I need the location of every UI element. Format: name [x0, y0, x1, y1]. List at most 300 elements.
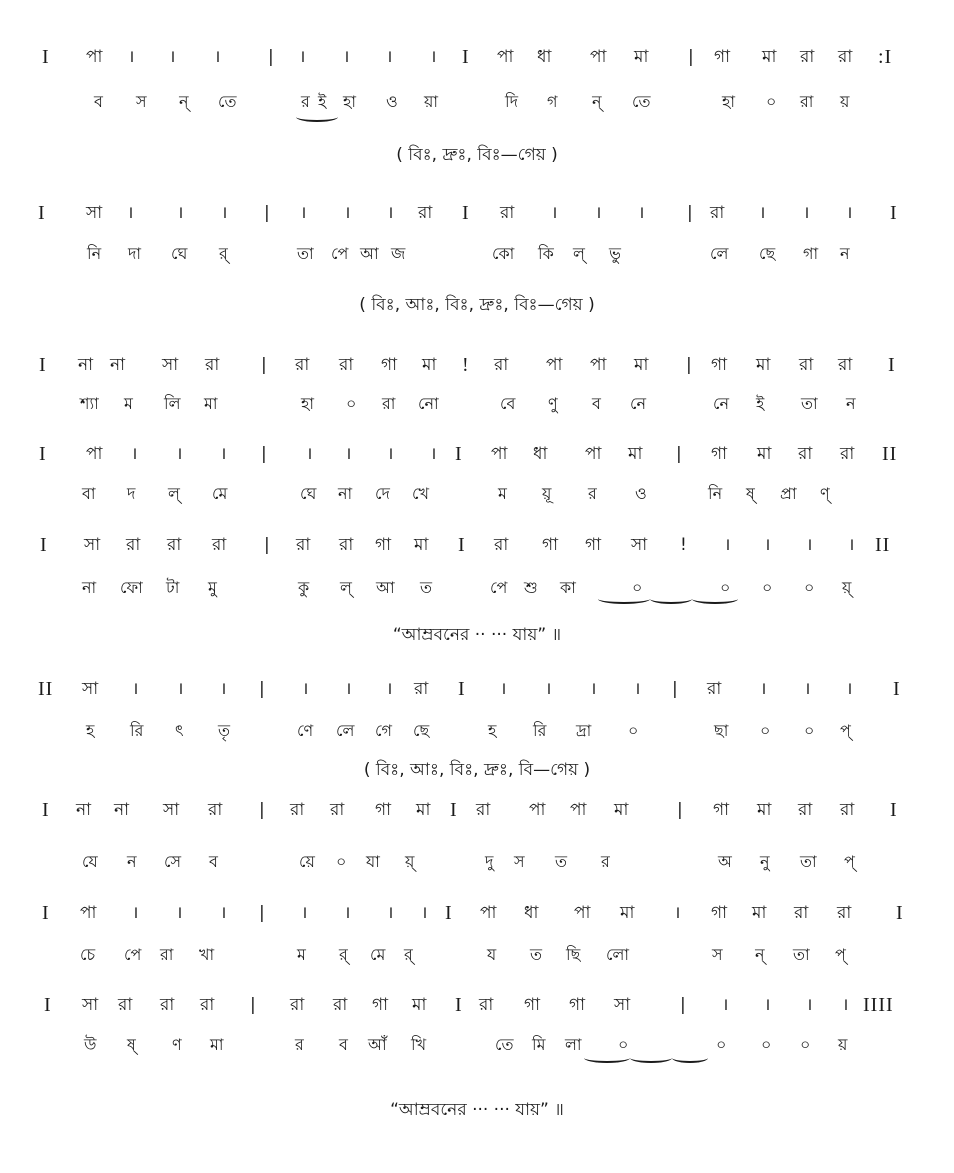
swara-note: পা: [590, 355, 607, 375]
lyric-syllable: মি: [532, 1035, 546, 1054]
hold-mark: ।: [127, 203, 134, 223]
swara-note: পা: [86, 444, 103, 464]
swara-note: রা: [840, 800, 855, 820]
bar-divider: |: [688, 47, 694, 67]
repeat-instruction: ( বিঃ, আঃ, বিঃ, দ্রুঃ, বি—গেয় ): [363, 760, 591, 780]
bar-marker: I: [458, 678, 466, 700]
lyric-syllable: পে: [331, 244, 349, 263]
lyric-syllable: পে: [124, 945, 142, 964]
lyric-syllable: প্রা: [780, 484, 797, 503]
bar-marker: IIII: [863, 994, 894, 1016]
lyric-row: [0, 384, 954, 424]
lyric-syllable: র্: [404, 945, 413, 964]
swara-note: পা: [86, 47, 103, 67]
hold-mark: ।: [176, 444, 183, 464]
lyric-syllable: ০: [762, 578, 773, 597]
lyric-syllable: মে: [370, 945, 386, 964]
lyric-syllable: তে: [495, 1035, 514, 1054]
swara-note: রা: [798, 800, 813, 820]
slur-mark: [584, 1053, 630, 1063]
swara-note: গা: [711, 355, 728, 375]
bar-marker: II: [875, 534, 891, 556]
hold-mark: ।: [221, 203, 228, 223]
bar-marker: I: [44, 994, 52, 1016]
hold-mark: ।: [132, 903, 139, 923]
hold-mark: ।: [421, 903, 428, 923]
lyric-syllable: ই: [756, 394, 765, 413]
bar-marker: I: [39, 354, 47, 376]
lyric-row: [0, 568, 954, 608]
swara-note: সা: [84, 535, 101, 555]
repeat-instruction: ( বিঃ, দ্রুঃ, বিঃ—গেয় ): [396, 145, 558, 165]
swara-note: গা: [542, 535, 559, 555]
hold-mark: ।: [387, 903, 394, 923]
bar-divider: |: [261, 355, 267, 375]
lyric-syllable: ০: [761, 1035, 772, 1054]
lyric-syllable: তে: [632, 92, 651, 111]
lyric-syllable: ন: [840, 244, 850, 263]
bar-divider: |: [677, 800, 683, 820]
lyric-syllable: সে: [164, 852, 182, 871]
lyric-syllable: না: [82, 578, 97, 597]
hold-mark: ।: [345, 679, 352, 699]
swara-note: মা: [634, 355, 649, 375]
hold-mark: ।: [764, 995, 771, 1015]
hold-mark: ।: [220, 444, 227, 464]
lyric-syllable: গে: [375, 721, 392, 740]
lyric-row: [0, 82, 954, 122]
hold-mark: ।: [804, 679, 811, 699]
slur-mark: [630, 1053, 672, 1063]
swara-note: রা: [710, 203, 725, 223]
swara-note: পা: [80, 903, 97, 923]
hold-mark: ।: [430, 47, 437, 67]
hold-mark: ।: [759, 203, 766, 223]
lyric-syllable: আঁ: [368, 1035, 387, 1054]
lyric-syllable: ষ্: [746, 484, 755, 503]
lyric-syllable: ই: [318, 92, 327, 111]
lyric-syllable: তা: [800, 852, 817, 871]
notation-row: [0, 790, 954, 830]
lyric-syllable: ০: [346, 394, 357, 413]
lyric-syllable: ষ্: [127, 1035, 136, 1054]
bar-divider: |: [259, 903, 265, 923]
notation-row: [0, 345, 954, 385]
swara-note: পা: [585, 444, 602, 464]
swara-note: সা: [82, 679, 99, 699]
hold-mark: ।: [128, 47, 135, 67]
hold-mark: ।: [803, 203, 810, 223]
lyric-syllable: ০: [720, 578, 731, 597]
lyric-syllable: স: [514, 852, 525, 871]
lyric-syllable: ও: [386, 92, 398, 111]
lyric-syllable: ত: [420, 578, 433, 597]
swara-note: মা: [757, 800, 772, 820]
swara-note: রা: [837, 903, 852, 923]
lyric-syllable: খে: [412, 484, 429, 503]
hold-mark: ।: [302, 679, 309, 699]
hold-mark: ।: [177, 679, 184, 699]
swara-note: না: [110, 355, 126, 375]
swara-note: রা: [799, 355, 814, 375]
lyric-syllable: ব: [339, 1035, 348, 1054]
swara-note: রা: [167, 535, 182, 555]
swara-note: মা: [614, 800, 629, 820]
bar-marker: I: [458, 534, 466, 556]
slur-mark: [598, 594, 650, 604]
swara-note: গা: [375, 535, 392, 555]
bar-marker: I: [455, 443, 463, 465]
hold-mark: ।: [430, 444, 437, 464]
swara-note: মা: [634, 47, 649, 67]
hold-mark: ।: [848, 535, 855, 555]
swara-note: রা: [330, 800, 345, 820]
hold-mark: ।: [343, 47, 350, 67]
bar-marker: :I: [878, 46, 893, 68]
swara-note: না: [114, 800, 130, 820]
refrain-cue: “আম্রবনের ·· ··· যায়” ॥: [392, 625, 562, 645]
lyric-row: [0, 1025, 954, 1065]
lyric-syllable: প্: [840, 721, 851, 740]
refrain-cue: “আম্রবনের ··· ··· যায়” ॥: [390, 1100, 564, 1120]
lyric-syllable: গা: [803, 244, 819, 263]
lyric-syllable: কা: [560, 578, 576, 597]
hold-mark: ।: [638, 203, 645, 223]
slur-mark: [672, 1053, 708, 1063]
swara-note: রা: [205, 355, 220, 375]
hold-mark: ।: [590, 679, 597, 699]
bar-divider: |: [261, 444, 267, 464]
swara-note: ধা: [524, 903, 539, 923]
notation-row: [0, 37, 954, 77]
lyric-row: [0, 234, 954, 274]
swara-note: রা: [339, 355, 354, 375]
lyric-syllable: চে: [80, 945, 96, 964]
lyric-syllable: র: [301, 92, 310, 111]
lyric-syllable: ন: [127, 852, 137, 871]
bar-marker: I: [890, 202, 898, 224]
swara-note: রা: [200, 995, 215, 1015]
hold-mark: ।: [386, 47, 393, 67]
hold-mark: ।: [131, 444, 138, 464]
lyric-row: [0, 711, 954, 751]
bar-marker: I: [896, 902, 904, 924]
lyric-syllable: রা: [382, 394, 396, 413]
repeat-instruction: ( বিঃ, আঃ, বিঃ, দ্রুঃ, বিঃ—গেয় ): [359, 295, 595, 315]
hold-mark: ।: [176, 903, 183, 923]
lyric-syllable: ব: [209, 852, 218, 871]
bar-divider: |: [680, 995, 686, 1015]
lyric-syllable: য়ূ: [542, 484, 552, 503]
lyric-syllable: গ: [547, 92, 558, 111]
hold-mark: ।: [595, 203, 602, 223]
lyric-syllable: কি: [538, 244, 554, 263]
lyric-syllable: ব: [592, 394, 601, 413]
lyric-syllable: স: [136, 92, 147, 111]
lyric-syllable: ফো: [120, 578, 143, 597]
bar-marker: I: [462, 202, 470, 224]
lyric-syllable: ০: [336, 852, 347, 871]
bar-divider: !: [680, 535, 687, 555]
slur-mark: [692, 594, 738, 604]
slur-mark: [650, 594, 692, 604]
bar-marker: I: [893, 678, 901, 700]
swara-note: গা: [714, 47, 731, 67]
lyric-syllable: তে: [218, 92, 237, 111]
bar-divider: |: [264, 535, 270, 555]
lyric-syllable: খা: [199, 945, 215, 964]
lyric-syllable: ছে: [413, 721, 430, 740]
hold-mark: ।: [724, 535, 731, 555]
bar-marker: I: [445, 902, 453, 924]
lyric-syllable: ০: [804, 721, 815, 740]
swara-note: রা: [290, 995, 305, 1015]
bar-divider: |: [250, 995, 256, 1015]
hold-mark: ।: [387, 444, 394, 464]
lyric-syllable: ০: [716, 1035, 727, 1054]
lyric-syllable: নে: [630, 394, 647, 413]
lyric-syllable: হ: [86, 721, 95, 740]
hold-mark: ।: [846, 679, 853, 699]
hold-mark: ।: [842, 995, 849, 1015]
swara-note: রা: [160, 995, 175, 1015]
lyric-syllable: র্: [339, 945, 348, 964]
swara-note: রা: [418, 203, 433, 223]
lyric-syllable: কো: [492, 244, 515, 263]
notation-row: [0, 193, 954, 233]
swara-note: রা: [494, 355, 509, 375]
hold-mark: ।: [214, 47, 221, 67]
bar-divider: |: [264, 203, 270, 223]
swara-note: রা: [798, 444, 813, 464]
bar-marker: I: [42, 46, 50, 68]
swara-note: মা: [412, 995, 427, 1015]
hold-mark: ।: [764, 535, 771, 555]
lyric-syllable: দ্রা: [576, 721, 592, 740]
hold-mark: ।: [306, 444, 313, 464]
swara-note: রা: [126, 535, 141, 555]
lyric-syllable: ০: [760, 721, 771, 740]
lyric-syllable: নি: [708, 484, 723, 503]
swara-note: পা: [480, 903, 497, 923]
lyric-syllable: আ: [376, 578, 395, 597]
lyric-syllable: ণ: [172, 1035, 182, 1054]
swara-note: মা: [416, 800, 431, 820]
swara-note: পা: [497, 47, 514, 67]
swara-note: গা: [711, 903, 728, 923]
lyric-syllable: লে: [336, 721, 355, 740]
swara-note: রা: [333, 995, 348, 1015]
swara-note: রা: [290, 800, 305, 820]
swara-note: ধা: [533, 444, 548, 464]
hold-mark: ।: [220, 679, 227, 699]
lyric-syllable: য়্: [405, 852, 415, 871]
swara-note: গা: [585, 535, 602, 555]
bar-divider: |: [268, 47, 274, 67]
bar-marker: !: [462, 354, 470, 376]
lyric-syllable: নো: [418, 394, 439, 413]
lyric-syllable: হ: [488, 721, 497, 740]
notation-row: [0, 434, 954, 474]
swara-note: সা: [82, 995, 99, 1015]
swara-note: ধা: [537, 47, 552, 67]
lyric-syllable: যে: [82, 852, 98, 871]
lyric-syllable: ন্: [592, 92, 602, 111]
swara-note: রা: [212, 535, 227, 555]
lyric-syllable: ৎ: [175, 721, 184, 740]
swara-note: গা: [713, 800, 730, 820]
lyric-syllable: ণে: [297, 721, 314, 740]
lyric-syllable: তৃ: [218, 721, 231, 740]
bar-marker: I: [42, 799, 50, 821]
lyric-syllable: ০: [804, 578, 815, 597]
bar-marker: I: [39, 443, 47, 465]
swara-note: রা: [840, 444, 855, 464]
hold-mark: ।: [132, 679, 139, 699]
hold-mark: ।: [299, 47, 306, 67]
hold-mark: ।: [500, 679, 507, 699]
lyric-syllable: কু: [298, 578, 310, 597]
swara-note: সা: [631, 535, 648, 555]
lyric-syllable: নি: [87, 244, 102, 263]
hold-mark: ।: [177, 203, 184, 223]
swara-note: গা: [569, 995, 586, 1015]
slur-mark: [296, 112, 338, 122]
hold-mark: ।: [760, 679, 767, 699]
lyric-syllable: ল্: [573, 244, 585, 263]
swara-note: রা: [339, 535, 354, 555]
lyric-syllable: ণু: [548, 394, 558, 413]
hold-mark: ।: [722, 995, 729, 1015]
swara-note: রা: [800, 47, 815, 67]
swara-note: মা: [628, 444, 643, 464]
hold-mark: ।: [169, 47, 176, 67]
lyric-syllable: ০: [632, 578, 643, 597]
lyric-syllable: নু: [760, 852, 770, 871]
lyric-syllable: র: [295, 1035, 304, 1054]
bar-divider: |: [259, 800, 265, 820]
bar-marker: I: [42, 902, 50, 924]
lyric-syllable: লে: [710, 244, 729, 263]
bar-marker: I: [38, 202, 46, 224]
swara-note: রা: [208, 800, 223, 820]
bar-divider: |: [259, 679, 265, 699]
bar-marker: I: [450, 799, 458, 821]
lyric-syllable: প্: [844, 852, 855, 871]
lyric-syllable: ব: [94, 92, 103, 111]
lyric-syllable: উ: [84, 1035, 97, 1054]
lyric-syllable: শ্যা: [80, 394, 99, 413]
lyric-syllable: র: [601, 852, 610, 871]
lyric-row: [0, 474, 954, 514]
swara-note: রা: [838, 47, 853, 67]
bar-marker: I: [888, 354, 896, 376]
swara-note: পা: [574, 903, 591, 923]
swara-note: রা: [414, 679, 429, 699]
lyric-syllable: অ: [718, 852, 732, 871]
lyric-syllable: খি: [411, 1035, 427, 1054]
swara-note: রা: [794, 903, 809, 923]
lyric-syllable: রা: [160, 945, 174, 964]
lyric-syllable: ল্: [340, 578, 352, 597]
swara-note: রা: [500, 203, 515, 223]
swara-note: রা: [838, 355, 853, 375]
hold-mark: ।: [301, 903, 308, 923]
lyric-syllable: য়: [838, 1035, 848, 1054]
lyric-syllable: বে: [500, 394, 516, 413]
bar-marker: I: [462, 46, 470, 68]
swara-note: পা: [590, 47, 607, 67]
lyric-syllable: ভু: [609, 244, 621, 263]
swara-note: সা: [163, 800, 180, 820]
lyric-syllable: হা: [722, 92, 736, 111]
swara-note: মা: [752, 903, 767, 923]
lyric-syllable: আ: [360, 244, 379, 263]
bar-marker: II: [882, 443, 898, 465]
lyric-syllable: ম: [124, 394, 133, 413]
lyric-syllable: টা: [166, 578, 180, 597]
swara-note: মা: [414, 535, 429, 555]
swara-note: সা: [86, 203, 103, 223]
lyric-syllable: লা: [565, 1035, 582, 1054]
swara-note: মা: [422, 355, 437, 375]
lyric-row: [0, 842, 954, 882]
lyric-syllable: ন্: [179, 92, 189, 111]
lyric-syllable: য়্: [842, 578, 852, 597]
hold-mark: ।: [806, 995, 813, 1015]
lyric-syllable: ন্: [755, 945, 765, 964]
hold-mark: ।: [545, 679, 552, 699]
lyric-syllable: ০: [800, 1035, 811, 1054]
hold-mark: ।: [634, 679, 641, 699]
lyric-syllable: মা: [204, 394, 218, 413]
lyric-syllable: মা: [210, 1035, 224, 1054]
lyric-syllable: রা: [800, 92, 814, 111]
lyric-syllable: ছি: [566, 945, 581, 964]
swara-note: রা: [494, 535, 509, 555]
lyric-syllable: মু: [208, 578, 217, 597]
swara-note: গা: [375, 800, 392, 820]
swara-note: না: [76, 800, 92, 820]
lyric-syllable: মে: [212, 484, 228, 503]
lyric-row: [0, 935, 954, 975]
lyric-syllable: ঘে: [171, 244, 188, 263]
swara-note: মা: [620, 903, 635, 923]
lyric-syllable: র্: [219, 244, 228, 263]
lyric-syllable: শু: [524, 578, 538, 597]
notation-row: [0, 893, 954, 933]
swara-note: রা: [479, 995, 494, 1015]
lyric-syllable: দা: [128, 244, 142, 263]
hold-mark: ।: [806, 535, 813, 555]
swara-note: মা: [757, 444, 772, 464]
lyric-syllable: হা: [343, 92, 357, 111]
hold-mark: ।: [344, 903, 351, 923]
lyric-syllable: দু: [485, 852, 494, 871]
lyric-syllable: হা: [301, 394, 315, 413]
swara-note: গা: [711, 444, 728, 464]
lyric-syllable: ০: [618, 1035, 629, 1054]
hold-mark: ।: [846, 203, 853, 223]
swara-note: সা: [614, 995, 631, 1015]
lyric-syllable: ত: [530, 945, 543, 964]
lyric-syllable: তা: [801, 394, 818, 413]
lyric-syllable: স: [712, 945, 723, 964]
swara-note: গা: [372, 995, 389, 1015]
lyric-syllable: ও: [635, 484, 647, 503]
lyric-syllable: ল্: [168, 484, 180, 503]
lyric-syllable: যা: [366, 852, 380, 871]
